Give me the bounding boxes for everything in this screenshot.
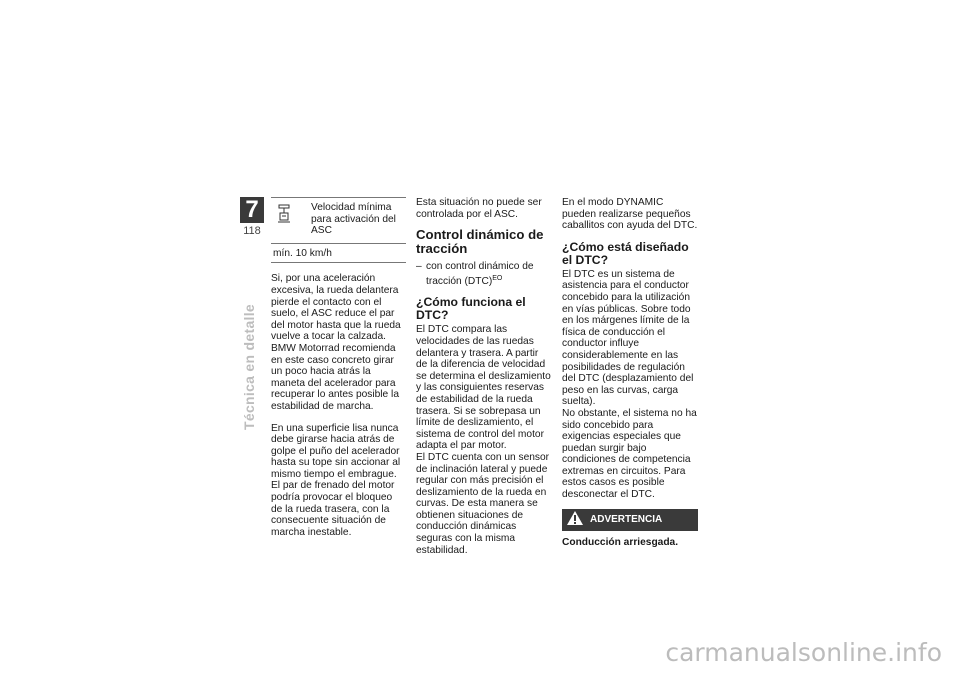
paragraph: En una superficie lisa nunca debe girarse hacia atrás de golpe el puño del acelerador hasta su tope sin accionar al mismo tiempo el embrague. El par de frenado del motor podría provocar el bloqueo de la rueda trasera, con la consecuente situación de marcha inestable. [271,422,401,538]
dash-bullet: – [416,261,422,273]
paragraph: Esta situación no puede ser controlada por el ASC. [416,197,542,220]
spec-label: Velocidad mínima para activación del ASC [311,202,396,237]
paragraph: El DTC compara las velocidades de las ruedas delantera y trasera. A partir de la diferencia de velocidad se determina el deslizamiento y las consiguientes reservas de estabilidad de la rueda trasera. Si se sobrepasa un límite de deslizamiento, el sistema de control del motor adapta el par motor. [416,324,551,452]
paragraph: Si, por una aceleración excesiva, la rueda delantera pierde el contacto con el suelo, el ASC reduce el par del motor hasta que la rueda vuelve a tocar la calzada. BMW Motorrad recomienda en este caso concreto girar un poco hacia atrás la maneta del acelerador para recuperar lo antes posible la estabilidad de marcha. [271,273,401,412]
equipment-superscript: EO [492,274,503,282]
chapter-number: 7 [240,197,264,223]
spec-value: mín. 10 km/h [273,247,332,259]
page-number: 118 [243,225,261,237]
paragraph: En el modo DYNAMIC pueden realizarse pequeños caballitos con ayuda del DTC. [562,197,698,232]
list-item [416,261,551,287]
subsection-heading: ¿Cómo funciona el DTC? [416,295,526,323]
paragraph: El DTC es un sistema de asistencia para el conductor concebido para la utilización en vías públicas. Sobre todo en los márgenes límite de la física de conducción el conductor influye considerablemente en las posibilidades de regulación del DTC (desplazamiento del peso en las curvas, carga suelta). [562,268,694,408]
warning-subtitle: Conducción arriesgada. [562,536,679,548]
paragraph: No obstante, el sistema no ha sido concebido para exigencias especiales que puedan surgir bajo condiciones de competencia extremas en circuitos. Para estos casos es posible desconectar el DTC. [562,407,697,501]
warning-banner [562,509,698,531]
list-item-text: con control dinámico de tracción (DTC) [426,261,534,287]
spec-table [271,197,406,263]
warning-title: ADVERTENCIA [590,513,663,525]
chapter-title: Técnica en detalle [241,303,257,430]
paragraph: El DTC cuenta con un sensor de inclinación lateral y puede regular con más precisión el deslizamiento de la rueda en curvas. De esta manera se obtienen situaciones de conducción dinámicas seguras con la misma estabilidad. [416,451,550,556]
watermark: carmanualsonline.info [665,638,942,667]
column-3 [562,197,698,548]
gauge-icon [271,202,303,228]
warning-triangle-icon [566,510,584,530]
column-1 [271,197,406,538]
column-2 [416,197,551,556]
section-heading: Control dinámico de tracción [416,227,544,257]
subsection-heading: ¿Cómo está diseñado el DTC? [562,239,689,267]
